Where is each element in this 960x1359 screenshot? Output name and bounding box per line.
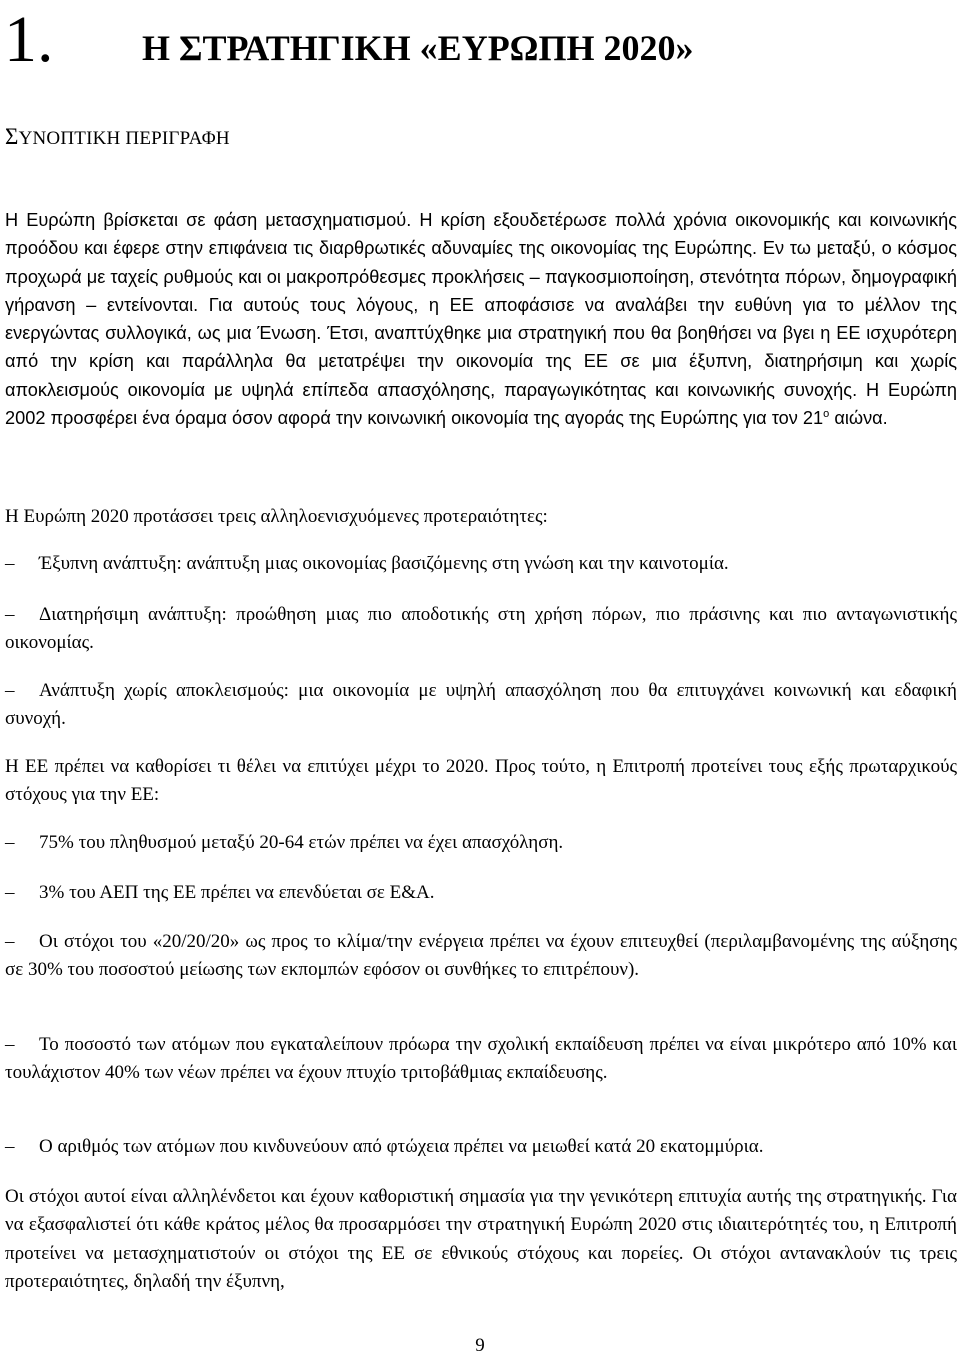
target-text: Ο αριθμός των ατόμων που κινδυνεύουν από φτώχεια πρέπει να μειωθεί κατά 20 εκατομμύρια. <box>39 1136 764 1157</box>
closing-paragraph: Οι στόχοι αυτοί είναι αλληλένδετοι και έχουν καθοριστική σημασία για την γενικότερη επιτυχία αυτής της στρατηγικής. Για να εξασφαλιστεί ότι κάθε κράτος μέλος θα προσαρμόσει την στρατηγική Ευρώπη 2020 στις ιδιαιτερότητές του, η Επιτροπή προτείνει να μετασχηματιστούν οι στόχοι της ΕΕ σε εθνικούς στόχους και πορείες. Οι στόχοι αντανακλούν τις τρεις προτεραιότητες, δηλαδή την έξυπνη, <box>5 1186 957 1292</box>
chapter-number: 1. <box>4 3 54 76</box>
target-item <box>5 879 957 907</box>
dash-bullet: – <box>5 1136 15 1157</box>
chapter-title: Η ΣΤΡΑΤΗΓΙΚΗ «ΕΥΡΩΠΗ 2020» <box>142 28 694 68</box>
section-heading <box>5 124 230 152</box>
intro-text: Η Ευρώπη βρίσκεται σε φάση μετασχηματισμού. Η κρίση εξουδετέρωσε πολλά χρόνια οικονομικής και κοινωνικής προόδου και έφερε στην επιφάνεια τις διαρθρωτικές αδυναμίες της οικονομίας της Ευρώπης. Εν τω μεταξύ, ο κόσμος προχωρά με ταχείς ρυθμούς και οι μακροπρόθεσμες προκλήσεις – παγκοσμιοποίηση, στενότητα πόρων, δημογραφική γήρανση – εντείνονται. Για αυτούς τους λόγους, η ΕΕ αποφάσισε να αναλάβει την ευθύνη για το μέλλον της ενεργώντας συλλογικά, ως μια Ένωση. Έτσι, αναπτύχθηκε μια στρατηγική που θα βοηθήσει να βγει η ΕΕ ισχυρότερη από την κρίση και παράλληλα θα μετατρέψει την οικονομία της ΕΕ σε μια έξυπνη, διατηρήσιμη και χωρίς αποκλεισμούς οικονομία με υψηλά επίπεδα απασχόλησης, παραγωγικότητας και κοινωνικής συνοχής. Η Ευρώπη 2002 προσφέρει ένα όραμα όσον αφορά την κοινωνική οικονομία της αγοράς της Ευρώπης για τον 21 <box>5 210 957 429</box>
section-heading-initial: Σ <box>5 124 19 149</box>
dash-bullet: – <box>5 882 15 903</box>
intro-tail: αιώνα. <box>829 408 888 429</box>
target-text: 75% του πληθυσμού μεταξύ 20-64 ετών πρέπει να έχει απασχόληση. <box>39 832 564 853</box>
target-item <box>5 1031 957 1088</box>
dash-bullet: – <box>5 553 15 574</box>
target-item <box>5 1133 957 1161</box>
intro-superscript: ο <box>823 408 830 421</box>
target-text: Οι στόχοι του «20/20/20» ως προς το κλίμα/την ενέργεια πρέπει να έχουν επιτευχθεί (περιλαμβανομένης της αύξησης σε 30% του ποσοστού μείωσης των εκπομπών εφόσον οι συνθήκες το επιτρέπουν). <box>5 931 957 981</box>
priorities-intro: Η Ευρώπη 2020 προτάσσει τρεις αλληλοενισχυόμενες προτεραιότητες: <box>5 506 548 527</box>
target-text: Το ποσοστό των ατόμων που εγκαταλείπουν πρόωρα την σχολική εκπαίδευση πρέπει να είναι μικρότερο από 10% και τουλάχιστον 40% των νέων πρέπει να έχουν πτυχίο τριτοβάθμιας εκπαίδευσης. <box>5 1034 957 1084</box>
priority-item <box>5 601 957 658</box>
priority-text: Ανάπτυξη χωρίς αποκλεισμούς: μια οικονομία με υψηλή απασχόληση που θα επιτυγχάνει κοινωνική και εδαφική συνοχή. <box>5 680 957 730</box>
dash-bullet: – <box>5 680 15 701</box>
page-number: 9 <box>475 1335 485 1356</box>
target-text: 3% του ΑΕΠ της ΕΕ πρέπει να επενδύεται σε Ε&Α. <box>39 882 435 903</box>
section-heading-rest: ΥΝΟΠΤΙΚΗ ΠΕΡΙΓΡΑΦΗ <box>18 128 230 149</box>
target-item <box>5 928 957 985</box>
dash-bullet: – <box>5 832 15 853</box>
targets-intro: Η ΕΕ πρέπει να καθορίσει τι θέλει να επιτύχει μέχρι το 2020. Προς τούτο, η Επιτροπή προτείνει τους εξής πρωταρχικούς στόχους για την ΕΕ: <box>5 756 957 806</box>
dash-bullet: – <box>5 604 15 625</box>
priority-item <box>5 677 957 734</box>
chapter-heading <box>0 0 960 80</box>
priority-text: Έξυπνη ανάπτυξη: ανάπτυξη μιας οικονομίας βασιζόμενης στη γνώση και την καινοτομία. <box>39 553 729 574</box>
intro-paragraph <box>5 206 957 432</box>
target-item <box>5 829 957 857</box>
dash-bullet: – <box>5 1034 15 1055</box>
dash-bullet: – <box>5 931 15 952</box>
priority-item <box>5 550 957 578</box>
priority-text: Διατηρήσιμη ανάπτυξη: προώθηση μιας πιο αποδοτικής στη χρήση πόρων, πιο πράσινης και πιο ανταγωνιστικής οικονομίας. <box>5 604 957 654</box>
